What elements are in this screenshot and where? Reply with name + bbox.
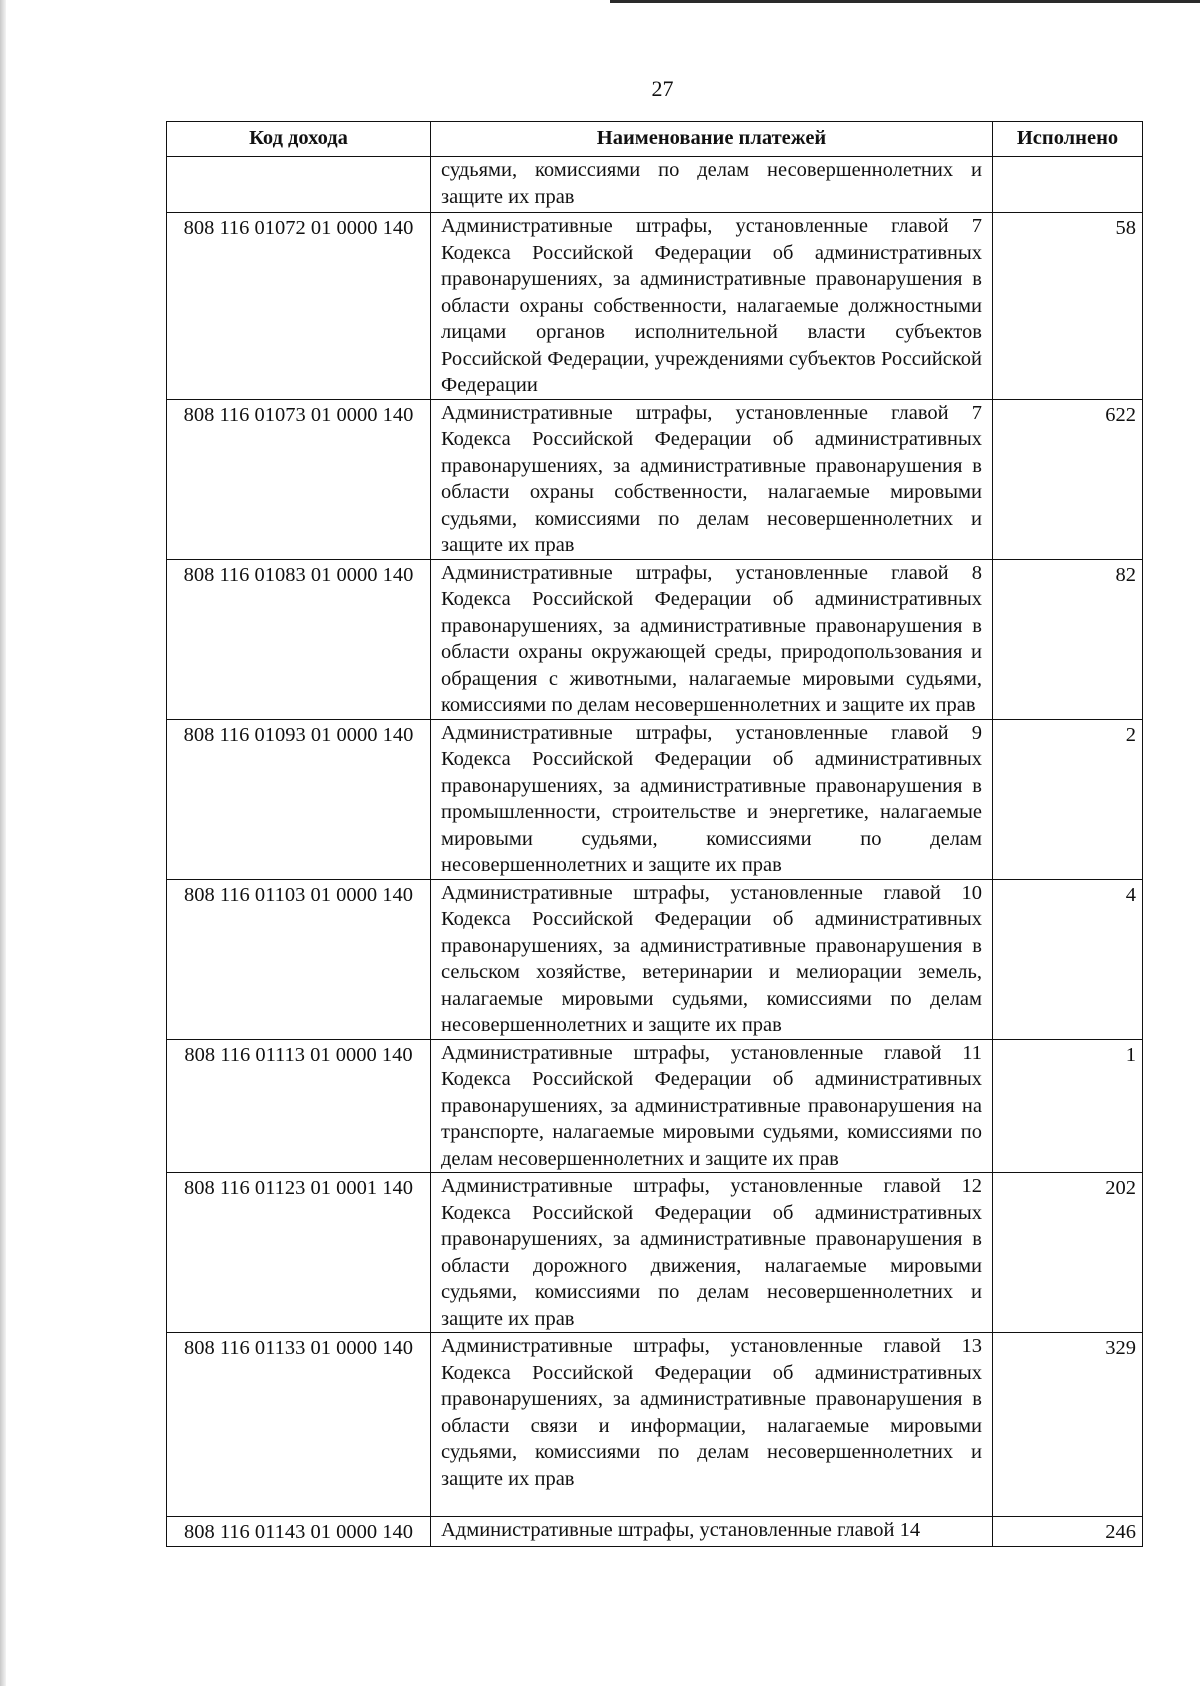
table-row	[167, 1517, 1143, 1547]
row-name: судьями, комиссиями по делам несовершеннолетних и защите их прав	[431, 157, 993, 213]
row-code: 808 116 01133 01 0000 140	[167, 1333, 431, 1517]
row-done	[993, 157, 1143, 213]
scan-edge-top	[610, 0, 1200, 3]
row-name: Административные штрафы, установленные главой 7 Кодекса Российской Федерации об административных правонарушениях, за административные правонарушения в области охраны собственности, налагаемые должностными лицами органов исполнительной власти субъектов Российской Федерации, учреждениями субъектов Российской Федерации	[431, 213, 993, 400]
row-done: 246	[993, 1517, 1143, 1547]
table-row	[167, 1173, 1143, 1333]
row-name: Административные штрафы, установленные главой 11 Кодекса Российской Федерации об административных правонарушениях, за административные правонарушения на транспорте, налагаемые мировыми судьями, комиссиями по делам несовершеннолетних и защите их прав	[431, 1039, 993, 1173]
row-name: Административные штрафы, установленные главой 8 Кодекса Российской Федерации об административных правонарушениях, за административные правонарушения в области охраны окружающей среды, природопользования и обращения с животными, налагаемые мировыми судьями, комиссиями по делам несовершеннолетних и защите их прав	[431, 559, 993, 719]
row-name: Административные штрафы, установленные главой 12 Кодекса Российской Федерации об административных правонарушениях, за административные правонарушения в области дорожного движения, налагаемые мировыми судьями, комиссиями по делам несовершеннолетних и защите их прав	[431, 1173, 993, 1333]
row-code	[167, 157, 431, 213]
row-done: 622	[993, 399, 1143, 559]
table-row	[167, 1039, 1143, 1173]
table-row	[167, 559, 1143, 719]
page-number: 27	[651, 76, 674, 101]
table-row	[167, 213, 1143, 400]
row-done: 4	[993, 879, 1143, 1039]
row-done: 82	[993, 559, 1143, 719]
header-code: Код дохода	[167, 122, 431, 157]
row-done: 58	[993, 213, 1143, 400]
row-done: 202	[993, 1173, 1143, 1333]
row-name: Административные штрафы, установленные главой 9 Кодекса Российской Федерации об административных правонарушениях, за административные правонарушения в промышленности, строительстве и энергетике, налагаемые мировыми судьями, комиссиями по делам несовершеннолетних и защите их прав	[431, 719, 993, 879]
row-done: 329	[993, 1333, 1143, 1517]
row-code: 808 116 01073 01 0000 140	[167, 399, 431, 559]
row-name: Административные штрафы, установленные главой 14	[431, 1517, 993, 1547]
table-row	[167, 1333, 1143, 1517]
header-name: Наименование платежей	[431, 122, 993, 157]
row-code: 808 116 01083 01 0000 140	[167, 559, 431, 719]
row-code: 808 116 01123 01 0001 140	[167, 1173, 431, 1333]
row-code: 808 116 01072 01 0000 140	[167, 213, 431, 400]
table-row	[167, 399, 1143, 559]
table-row	[167, 719, 1143, 879]
row-code: 808 116 01103 01 0000 140	[167, 879, 431, 1039]
row-name: Административные штрафы, установленные главой 7 Кодекса Российской Федерации об административных правонарушениях, за административные правонарушения в области охраны собственности, налагаемые мировыми судьями, комиссиями по делам несовершеннолетних и защите их прав	[431, 399, 993, 559]
scan-edge-left	[0, 0, 6, 1686]
row-name: Административные штрафы, установленные главой 13 Кодекса Российской Федерации об административных правонарушениях, за административные правонарушения в области связи и информации, налагаемые мировыми судьями, комиссиями по делам несовершеннолетних и защите их прав	[431, 1333, 993, 1517]
table-header-row	[167, 122, 1143, 157]
row-name: Административные штрафы, установленные главой 10 Кодекса Российской Федерации об административных правонарушениях, за административные правонарушения в сельском хозяйстве, ветеринарии и мелиорации земель, налагаемые мировыми судьями, комиссиями по делам несовершеннолетних и защите их прав	[431, 879, 993, 1039]
table-row	[167, 879, 1143, 1039]
row-done: 1	[993, 1039, 1143, 1173]
row-code: 808 116 01113 01 0000 140	[167, 1039, 431, 1173]
table-row	[167, 157, 1143, 213]
row-code: 808 116 01093 01 0000 140	[167, 719, 431, 879]
header-done: Исполнено	[993, 122, 1143, 157]
row-done: 2	[993, 719, 1143, 879]
row-code: 808 116 01143 01 0000 140	[167, 1517, 431, 1547]
revenue-table	[166, 121, 1143, 1547]
